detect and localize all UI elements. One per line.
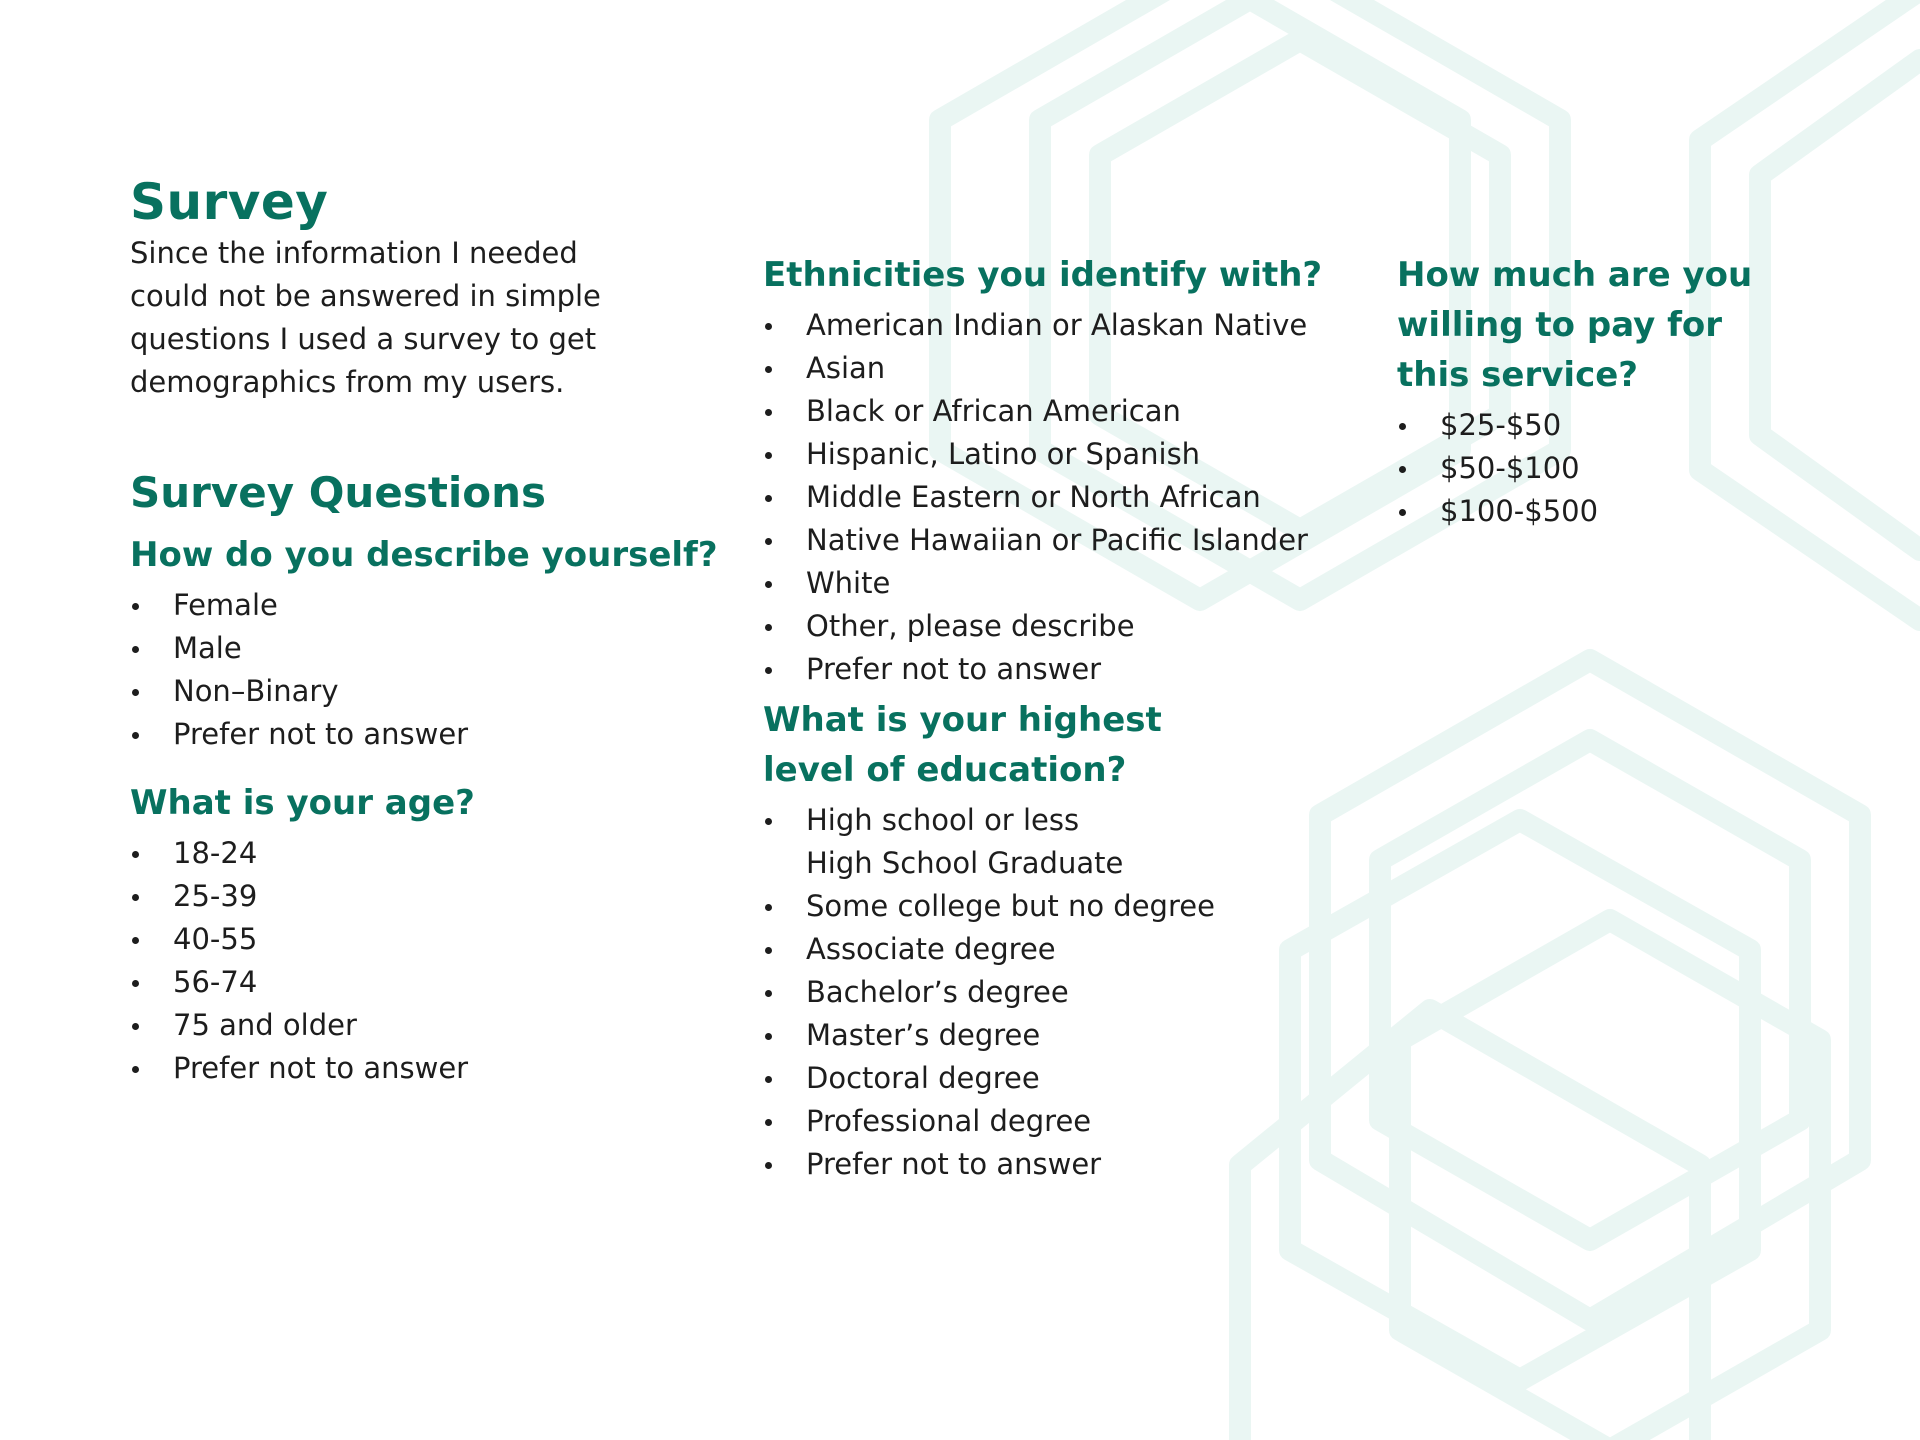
list-item: High school or less High School Graduate: [763, 799, 1363, 885]
list-item: $25-$50: [1397, 404, 1837, 447]
bullet-icon: [132, 937, 139, 944]
list-item: Some college but no degree: [763, 885, 1363, 928]
list-item: Master’s degree: [763, 1014, 1363, 1057]
bullet-icon: [765, 538, 772, 545]
list-item: Black or African American: [763, 390, 1363, 433]
list-item: Other, please describe: [763, 605, 1363, 648]
list-item: Doctoral degree: [763, 1057, 1363, 1100]
option-list-willing-to-pay: [1397, 404, 1837, 533]
option-list-education: [763, 799, 1363, 1186]
list-item: Hispanic, Latino or Spanish: [763, 433, 1363, 476]
heading-line: this service?: [1397, 355, 1639, 395]
heading-line: What is your highest: [763, 700, 1162, 740]
list-item: Professional degree: [763, 1100, 1363, 1143]
list-item: Middle Eastern or North African: [763, 476, 1363, 519]
question-heading-willing-to-pay: [1397, 250, 1837, 400]
list-item: Prefer not to answer: [130, 713, 750, 756]
question-heading-ethnicities: Ethnicities you identify with?: [763, 255, 1323, 295]
option-list-describe-yourself: [130, 584, 750, 756]
list-item: Native Hawaiian or Pacific Islander: [763, 519, 1363, 562]
list-item: 56-74: [130, 961, 750, 1004]
heading-line: level of education?: [763, 750, 1127, 790]
bullet-icon: [765, 818, 772, 825]
list-item: 40-55: [130, 918, 750, 961]
bullet-icon: [132, 894, 139, 901]
bullet-icon: [132, 689, 139, 696]
bullet-icon: [765, 323, 772, 330]
question-heading-describe-yourself: How do you describe yourself?: [130, 535, 718, 575]
bullet-icon: [132, 603, 139, 610]
bullet-icon: [765, 495, 772, 502]
intro-paragraph: [130, 232, 750, 404]
list-item: 25-39: [130, 875, 750, 918]
list-item: Prefer not to answer: [763, 648, 1363, 691]
bullet-icon: [132, 980, 139, 987]
bullet-icon: [765, 366, 772, 373]
list-item: American Indian or Alaskan Native: [763, 304, 1363, 347]
bullet-icon: [765, 667, 772, 674]
bullet-icon: [132, 646, 139, 653]
list-item: Associate degree: [763, 928, 1363, 971]
list-item: 75 and older: [130, 1004, 750, 1047]
heading-line: willing to pay for: [1397, 305, 1723, 345]
list-item: Female: [130, 584, 750, 627]
survey-questions-heading: Survey Questions: [130, 468, 547, 517]
bullet-icon: [1399, 509, 1406, 516]
list-item: Male: [130, 627, 750, 670]
bullet-icon: [132, 1066, 139, 1073]
list-item: Bachelor’s degree: [763, 971, 1363, 1014]
bullet-icon: [765, 1119, 772, 1126]
intro-line: could not be answered in simple: [130, 279, 601, 313]
intro-line: questions I used a survey to get: [130, 322, 597, 356]
bullet-icon: [765, 947, 772, 954]
intro-line: demographics from my users.: [130, 365, 565, 399]
bullet-icon: [765, 452, 772, 459]
bullet-icon: [1399, 423, 1406, 430]
list-item: 18-24: [130, 832, 750, 875]
bullet-icon: [765, 624, 772, 631]
list-item: $50-$100: [1397, 447, 1837, 490]
question-heading-age: What is your age?: [130, 783, 475, 823]
middle-column: [763, 250, 1363, 1186]
list-item: $100-$500: [1397, 490, 1837, 533]
option-list-ethnicities: [763, 304, 1363, 691]
list-item: Asian: [763, 347, 1363, 390]
page-title: Survey: [130, 173, 329, 231]
bullet-icon: [132, 732, 139, 739]
bullet-icon: [765, 904, 772, 911]
option-list-age: [130, 832, 750, 1090]
question-heading-education: [763, 695, 1363, 795]
bullet-icon: [765, 581, 772, 588]
bullet-icon: [1399, 466, 1406, 473]
list-item: White: [763, 562, 1363, 605]
bullet-icon: [132, 1023, 139, 1030]
left-column: [130, 170, 750, 1090]
bullet-icon: [765, 990, 772, 997]
bullet-icon: [132, 851, 139, 858]
list-item: Non–Binary: [130, 670, 750, 713]
bullet-icon: [765, 1162, 772, 1169]
bullet-icon: [765, 1033, 772, 1040]
list-item: Prefer not to answer: [763, 1143, 1363, 1186]
right-column: [1397, 250, 1837, 533]
heading-line: How much are you: [1397, 255, 1753, 295]
bullet-icon: [765, 1076, 772, 1083]
intro-line: Since the information I needed: [130, 236, 578, 270]
list-item: Prefer not to answer: [130, 1047, 750, 1090]
bullet-icon: [765, 409, 772, 416]
